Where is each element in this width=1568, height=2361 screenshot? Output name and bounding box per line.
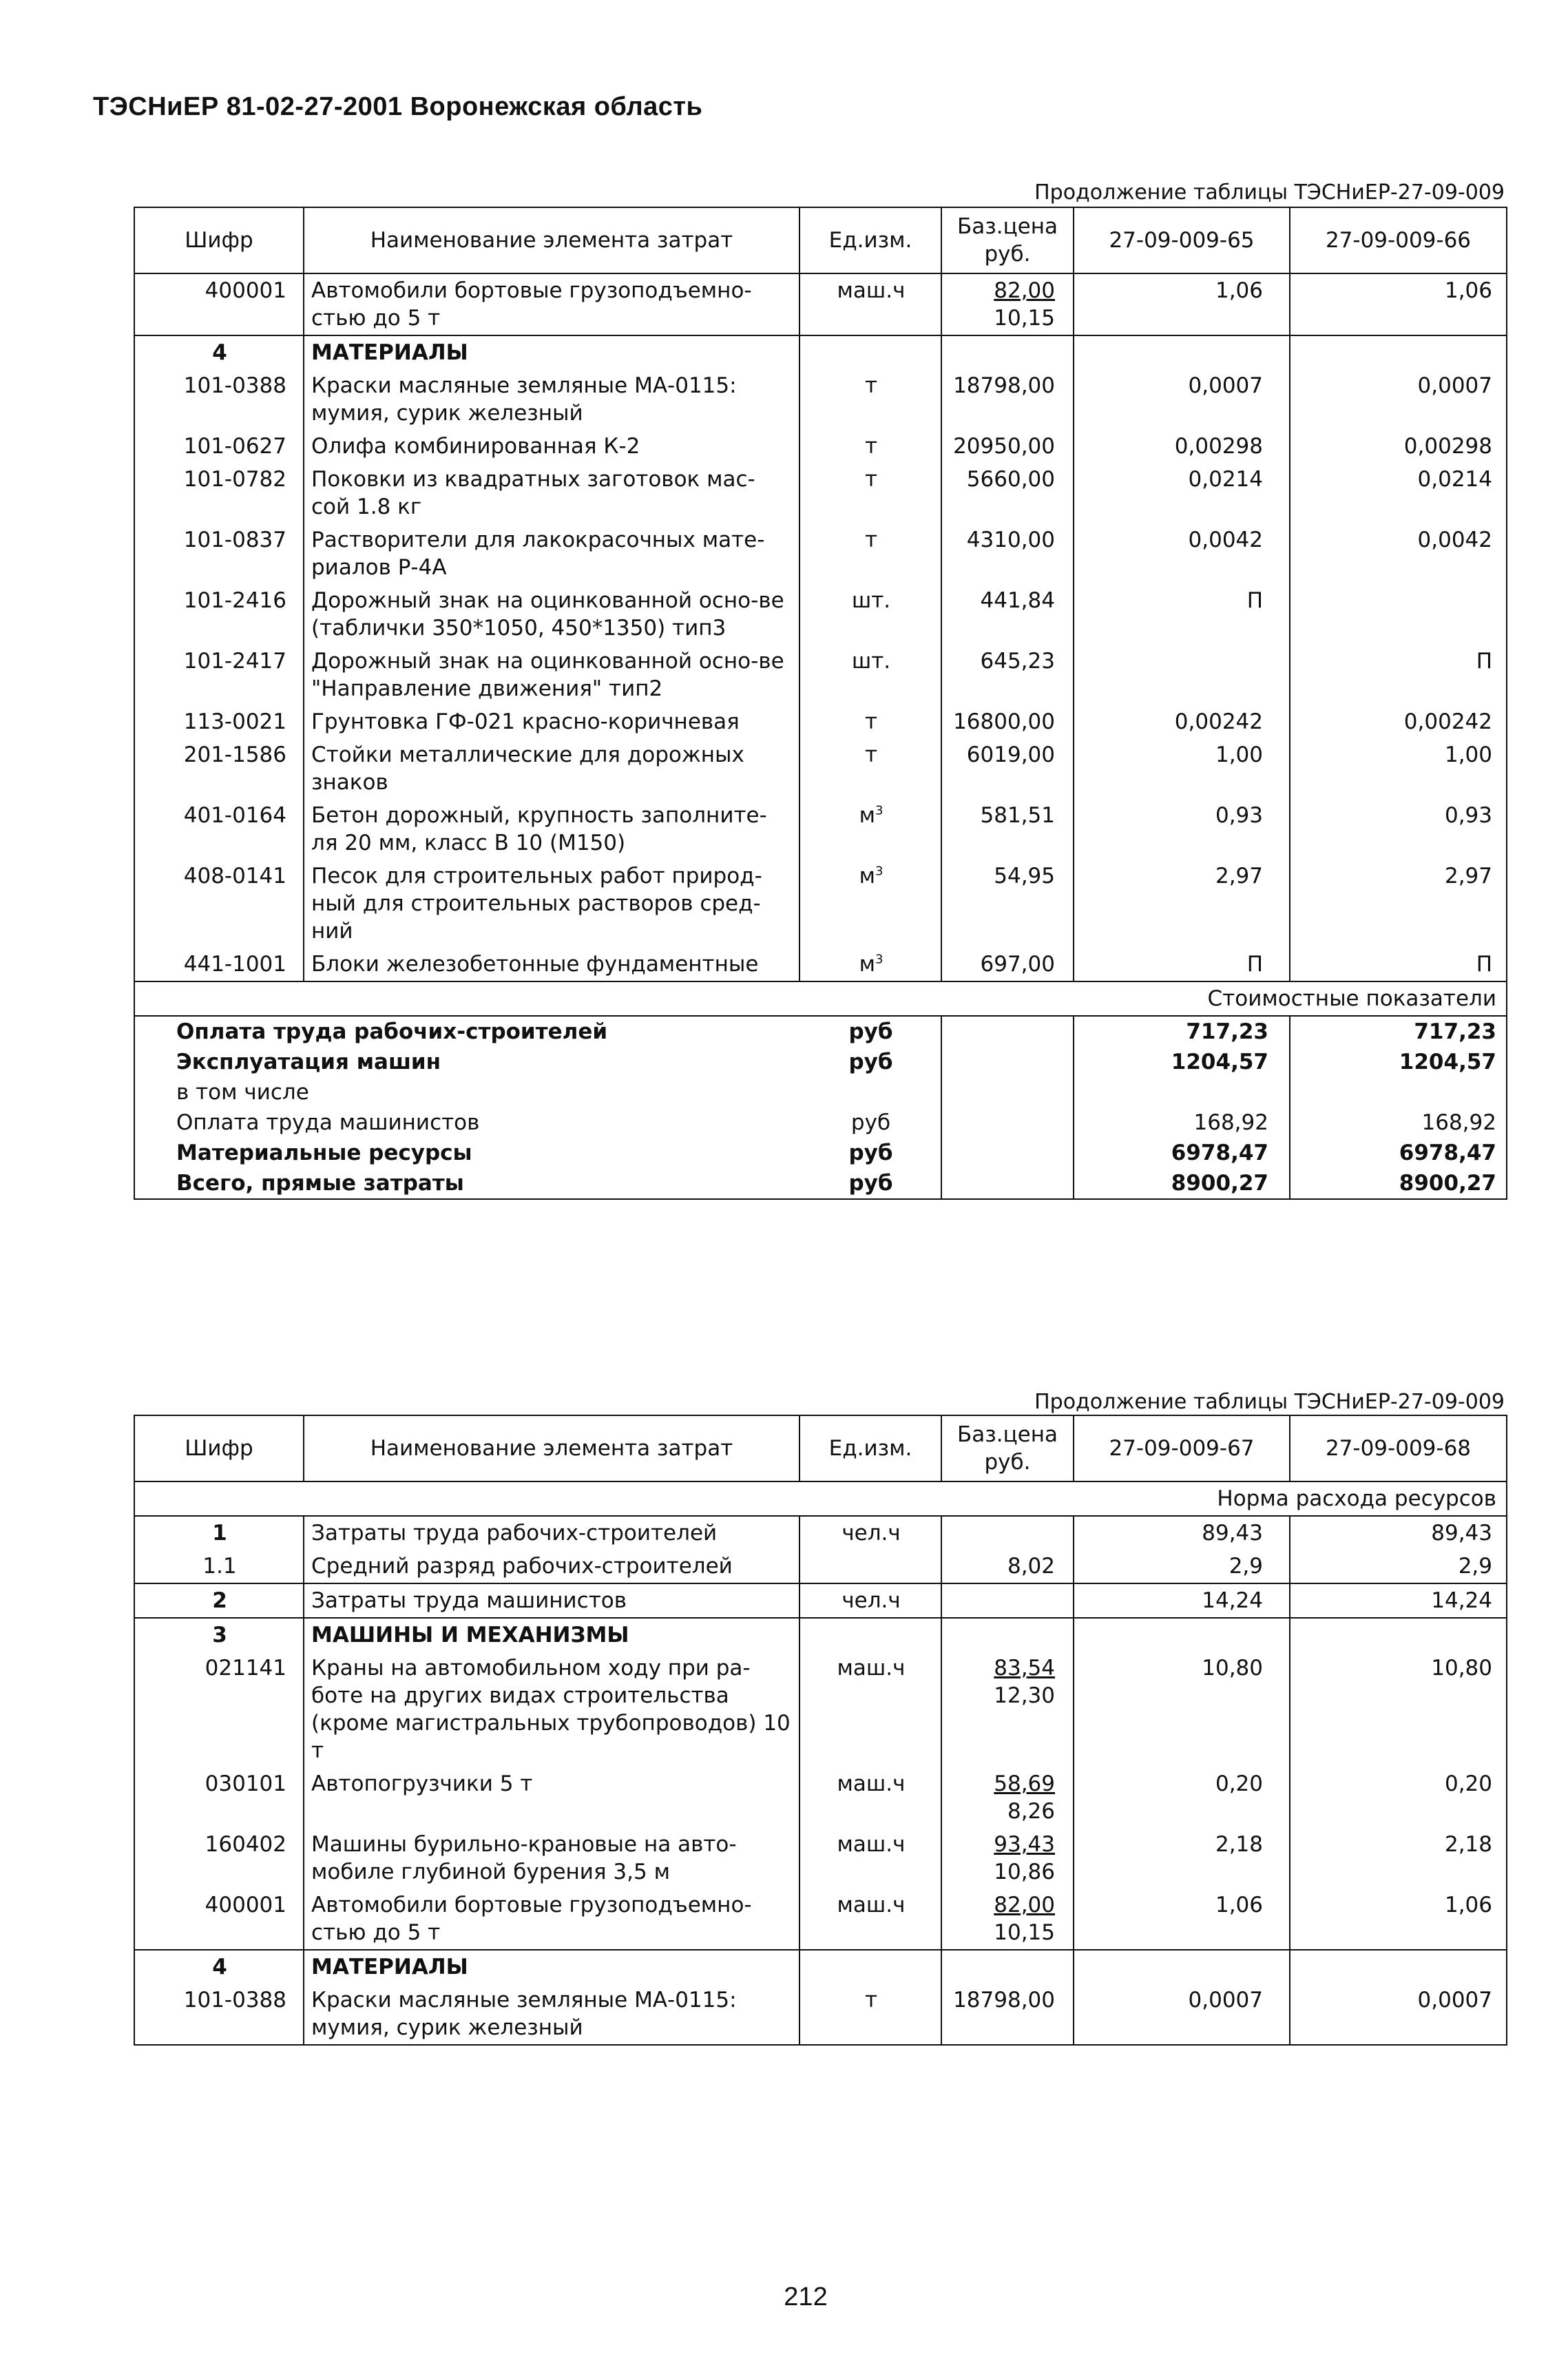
row-price: [941, 1767, 1074, 1828]
column-header-code: Шифр: [134, 207, 304, 273]
row-name: Стойки металлические для дорожных знаков: [304, 738, 799, 799]
row-base-price: 82,00: [994, 1893, 1055, 1917]
empty-cell: [941, 1138, 1074, 1168]
column-header-price: Баз.цена руб.: [941, 207, 1074, 273]
totals-unit: [799, 1077, 941, 1107]
row-unit-text: т: [864, 467, 878, 492]
column-header-code: Шифр: [134, 1415, 304, 1481]
row-name: Краны на автомобильном ходу при ра-боте на других видах строительства (кроме магистральных трубопроводов) 10 т: [304, 1652, 799, 1767]
row-unit: [799, 430, 941, 463]
row-operator-wage: 10,86: [994, 1860, 1055, 1884]
row-value-2: П: [1290, 948, 1507, 981]
row-code: 441-1001: [134, 948, 304, 981]
totals-label: Оплата труда машинистов: [134, 1107, 799, 1138]
row-name: Дорожный знак на оцинкованной осно-ве "Направление движения" тип2: [304, 645, 799, 705]
band-label: Норма расхода ресурсов: [134, 1481, 1507, 1516]
totals-value-1: [1074, 1077, 1290, 1107]
row-name: Бетон дорожный, крупность заполните-ля 20 мм, класс В 10 (М150): [304, 799, 799, 860]
page-number: 212: [784, 2282, 828, 2311]
table-row: [134, 799, 1507, 860]
empty-cell: [1074, 1950, 1290, 1984]
section-title: МАТЕРИАЛЫ: [304, 1950, 799, 1984]
row-code: 101-0837: [134, 523, 304, 584]
empty-cell: [799, 1950, 941, 1984]
row-value-2: 0,00242: [1290, 705, 1507, 738]
totals-unit: руб: [848, 1050, 893, 1074]
row-code: 113-0021: [134, 705, 304, 738]
table-row: [134, 1984, 1507, 2045]
row-unit: [799, 523, 941, 584]
table-row: [134, 430, 1507, 463]
row-value-2: 0,20: [1290, 1767, 1507, 1828]
row-operator-wage: 10,15: [994, 1920, 1055, 1945]
totals-row: [134, 1168, 1507, 1199]
totals-unit: руб: [848, 1141, 893, 1165]
row-code: 030101: [134, 1767, 304, 1828]
row-code: 101-0627: [134, 430, 304, 463]
row-value-1: 1,06: [1074, 273, 1290, 335]
row-value-1: 0,0214: [1074, 463, 1290, 523]
empty-cell: [1074, 335, 1290, 369]
row-value-2: 10,80: [1290, 1652, 1507, 1767]
resource-table-1: [134, 207, 1507, 1200]
table-row: [134, 1583, 1507, 1618]
table-caption: Продолжение таблицы ТЭСНиЕР-27-09-009: [1034, 1390, 1505, 1414]
row-code: 101-0782: [134, 463, 304, 523]
totals-label: Эксплуатация машин: [134, 1047, 799, 1077]
row-unit: [799, 369, 941, 430]
row-price: 16800,00: [941, 705, 1074, 738]
section-code: 4: [134, 335, 304, 369]
section-title: МАТЕРИАЛЫ: [304, 335, 799, 369]
empty-cell: [941, 1107, 1074, 1138]
row-unit-text: т: [864, 1988, 878, 2012]
row-price: 5660,00: [941, 463, 1074, 523]
row-unit-text: м: [859, 952, 875, 977]
row-price: [941, 1652, 1074, 1767]
row-unit: [799, 860, 941, 948]
row-name: Грунтовка ГФ-021 красно-коричневая: [304, 705, 799, 738]
row-value-1: [1074, 645, 1290, 705]
row-value-2: 14,24: [1290, 1583, 1507, 1618]
row-code: 2: [134, 1583, 304, 1618]
row-base-price: 93,43: [994, 1832, 1055, 1857]
column-header-variant-1: 27-09-009-67: [1074, 1415, 1290, 1481]
row-unit-text: шт.: [851, 588, 891, 613]
row-unit-text: т: [864, 709, 878, 734]
row-code: 408-0141: [134, 860, 304, 948]
row-unit: маш.ч: [799, 1828, 941, 1889]
row-value-1: 0,00242: [1074, 705, 1290, 738]
row-value-1: 1,00: [1074, 738, 1290, 799]
row-value-1: 0,00298: [1074, 430, 1290, 463]
column-header-price: Баз.цена руб.: [941, 1415, 1074, 1481]
band-row: [134, 981, 1507, 1016]
row-value-2: 2,18: [1290, 1828, 1507, 1889]
row-value-1: 2,18: [1074, 1828, 1290, 1889]
row-code: 201-1586: [134, 738, 304, 799]
empty-cell: [1290, 335, 1507, 369]
section-code: 3: [134, 1618, 304, 1652]
table-caption: Продолжение таблицы ТЭСНиЕР-27-09-009: [1034, 180, 1505, 205]
row-unit: чел.ч: [799, 1583, 941, 1618]
row-name: Автомобили бортовые грузоподъемно-стью до 5 т: [304, 273, 799, 335]
empty-cell: [941, 1168, 1074, 1199]
table-row: [134, 369, 1507, 430]
table-row: [134, 1652, 1507, 1767]
totals-label: Оплата труда рабочих-строителей: [134, 1016, 799, 1047]
row-unit: [799, 1550, 941, 1583]
row-value-1: 2,9: [1074, 1550, 1290, 1583]
row-value-1: 0,0007: [1074, 369, 1290, 430]
empty-cell: [941, 1047, 1074, 1077]
table-row: [134, 705, 1507, 738]
row-price: 18798,00: [941, 369, 1074, 430]
row-name: Средний разряд рабочих-строителей: [304, 1550, 799, 1583]
empty-cell: [941, 1016, 1074, 1047]
row-code: 400001: [134, 1889, 304, 1950]
row-code: 1: [134, 1516, 304, 1550]
table-row: [134, 1828, 1507, 1889]
section-row: [134, 1950, 1507, 1984]
table-row: [134, 273, 1507, 335]
row-name: Дорожный знак на оцинкованной осно-ве (таблички 350*1050, 450*1350) тип3: [304, 584, 799, 645]
row-unit: [799, 1984, 941, 2045]
row-code: 101-2417: [134, 645, 304, 705]
row-base-price: 82,00: [994, 278, 1055, 303]
row-name: Затраты труда машинистов: [304, 1583, 799, 1618]
row-code: 1.1: [134, 1550, 304, 1583]
empty-cell: [941, 1077, 1074, 1107]
row-price: [941, 273, 1074, 335]
section-row: [134, 335, 1507, 369]
row-price: 18798,00: [941, 1984, 1074, 2045]
row-unit-text: т: [864, 528, 878, 552]
empty-cell: [941, 1950, 1074, 1984]
row-name: Краски масляные земляные МА-0115: мумия, сурик железный: [304, 1984, 799, 2045]
row-unit: [799, 584, 941, 645]
totals-value-2: [1290, 1077, 1507, 1107]
band-row: [134, 1481, 1507, 1516]
totals-value-2: 168,92: [1290, 1107, 1507, 1138]
row-unit: [799, 799, 941, 860]
row-unit-text: м: [859, 803, 875, 828]
row-value-1: 14,24: [1074, 1583, 1290, 1618]
table-row: [134, 738, 1507, 799]
table-header-row: [134, 207, 1507, 273]
totals-value-1: 8900,27: [1074, 1168, 1290, 1199]
row-name: Песок для строительных работ природ-ный для строительных растворов сред-ний: [304, 860, 799, 948]
empty-cell: [799, 335, 941, 369]
row-unit: [799, 948, 941, 981]
row-name: Растворители для лакокрасочных мате-риалов Р-4А: [304, 523, 799, 584]
table-row: [134, 1889, 1507, 1950]
row-name: Блоки железобетонные фундаментные: [304, 948, 799, 981]
row-code: 401-0164: [134, 799, 304, 860]
row-value-2: [1290, 584, 1507, 645]
row-value-2: 0,0007: [1290, 1984, 1507, 2045]
row-value-2: 0,93: [1290, 799, 1507, 860]
empty-cell: [941, 1618, 1074, 1652]
row-unit: маш.ч: [799, 1652, 941, 1767]
totals-unit: руб: [799, 1168, 941, 1199]
row-value-1: 0,93: [1074, 799, 1290, 860]
row-value-2: 0,0007: [1290, 369, 1507, 430]
row-operator-wage: 10,15: [994, 306, 1055, 331]
totals-value-1: 717,23: [1074, 1016, 1290, 1047]
row-value-1: П: [1074, 948, 1290, 981]
column-header-variant-1: 27-09-009-65: [1074, 207, 1290, 273]
row-unit: [799, 705, 941, 738]
row-value-2: 0,00298: [1290, 430, 1507, 463]
row-unit: [799, 738, 941, 799]
band-label: Стоимостные показатели: [134, 981, 1507, 1016]
row-unit: маш.ч: [799, 1889, 941, 1950]
totals-label: в том числе: [134, 1077, 799, 1107]
column-header-variant-2: 27-09-009-66: [1290, 207, 1507, 273]
row-value-1: 2,97: [1074, 860, 1290, 948]
totals-label: Материальные ресурсы: [134, 1138, 799, 1168]
table-row: [134, 463, 1507, 523]
row-value-1: 0,20: [1074, 1767, 1290, 1828]
row-operator-wage: 12,30: [994, 1683, 1055, 1708]
resource-table-2: [134, 1415, 1507, 2046]
row-unit: маш.ч: [799, 273, 941, 335]
row-unit-exponent: 3: [875, 952, 884, 967]
section-title: МАШИНЫ И МЕХАНИЗМЫ: [304, 1618, 799, 1652]
row-base-price: 58,69: [994, 1771, 1055, 1796]
empty-cell: [1074, 1618, 1290, 1652]
row-price: 581,51: [941, 799, 1074, 860]
totals-value-1: 1204,57: [1074, 1047, 1290, 1077]
totals-unit: руб: [848, 1019, 893, 1044]
row-name: Затраты труда рабочих-строителей: [304, 1516, 799, 1550]
row-base-price: 83,54: [994, 1656, 1055, 1681]
table-row: [134, 860, 1507, 948]
row-name: Автомобили бортовые грузоподъемно-стью до 5 т: [304, 1889, 799, 1950]
row-price: 697,00: [941, 948, 1074, 981]
row-value-1: 10,80: [1074, 1652, 1290, 1767]
row-price: 20950,00: [941, 430, 1074, 463]
section-row: [134, 1618, 1507, 1652]
row-value-1: П: [1074, 584, 1290, 645]
row-value-2: П: [1290, 645, 1507, 705]
empty-cell: [941, 335, 1074, 369]
row-value-2: 0,0042: [1290, 523, 1507, 584]
row-price: [941, 1889, 1074, 1950]
empty-cell: [799, 1618, 941, 1652]
row-unit: [799, 645, 941, 705]
totals-row: [134, 1047, 1507, 1077]
column-header-name: Наименование элемента затрат: [304, 207, 799, 273]
totals-value-1: 168,92: [1074, 1107, 1290, 1138]
row-unit-text: т: [864, 434, 878, 459]
row-unit-text: м: [859, 864, 875, 888]
column-header-unit: Ед.изм.: [799, 207, 941, 273]
totals-row: [134, 1107, 1507, 1138]
row-name: Краски масляные земляные МА-0115: мумия, сурик железный: [304, 369, 799, 430]
document-header: ТЭСНиЕР 81-02-27-2001 Воронежская область: [93, 92, 703, 121]
row-price: 54,95: [941, 860, 1074, 948]
totals-value-2: 1204,57: [1290, 1047, 1507, 1077]
row-code: 101-0388: [134, 369, 304, 430]
row-price: [941, 1583, 1074, 1618]
totals-value-2: 6978,47: [1290, 1138, 1507, 1168]
row-operator-wage: 8,26: [1007, 1799, 1055, 1824]
row-value-1: 0,0042: [1074, 523, 1290, 584]
row-code: 021141: [134, 1652, 304, 1767]
totals-value-2: 8900,27: [1290, 1168, 1507, 1199]
row-price: 6019,00: [941, 738, 1074, 799]
row-price: [941, 1828, 1074, 1889]
row-price: 8,02: [941, 1550, 1074, 1583]
totals-value-1: 6978,47: [1074, 1138, 1290, 1168]
row-code: 101-0388: [134, 1984, 304, 2045]
row-code: 101-2416: [134, 584, 304, 645]
table-row: [134, 948, 1507, 981]
table-row: [134, 645, 1507, 705]
row-price: 4310,00: [941, 523, 1074, 584]
row-value-2: 1,06: [1290, 1889, 1507, 1950]
column-header-name: Наименование элемента затрат: [304, 1415, 799, 1481]
row-value-1: 1,06: [1074, 1889, 1290, 1950]
row-code: 160402: [134, 1828, 304, 1889]
row-value-2: 89,43: [1290, 1516, 1507, 1550]
totals-label: Всего, прямые затраты: [134, 1168, 799, 1199]
row-unit: маш.ч: [799, 1767, 941, 1828]
row-unit-text: т: [864, 742, 878, 767]
row-name: Поковки из квадратных заготовок мас-сой 1.8 кг: [304, 463, 799, 523]
row-price: 645,23: [941, 645, 1074, 705]
table-header-row: [134, 1415, 1507, 1481]
row-name: Машины бурильно-крановые на авто-мобиле глубиной бурения 3,5 м: [304, 1828, 799, 1889]
table-row: [134, 1516, 1507, 1550]
row-unit-exponent: 3: [875, 864, 884, 879]
row-unit: чел.ч: [799, 1516, 941, 1550]
row-value-1: 0,0007: [1074, 1984, 1290, 2045]
row-name: Автопогрузчики 5 т: [304, 1767, 799, 1828]
column-header-unit: Ед.изм.: [799, 1415, 941, 1481]
row-name: Олифа комбинированная К-2: [304, 430, 799, 463]
totals-row: [134, 1077, 1507, 1107]
column-header-variant-2: 27-09-009-68: [1290, 1415, 1507, 1481]
row-value-2: 0,0214: [1290, 463, 1507, 523]
table-row: [134, 1550, 1507, 1583]
empty-cell: [1290, 1618, 1507, 1652]
table-row: [134, 584, 1507, 645]
totals-row: [134, 1138, 1507, 1168]
row-value-2: 1,00: [1290, 738, 1507, 799]
row-unit-exponent: 3: [875, 803, 884, 818]
section-code: 4: [134, 1950, 304, 1984]
totals-value-2: 717,23: [1290, 1016, 1507, 1047]
table-row: [134, 523, 1507, 584]
row-price: 441,84: [941, 584, 1074, 645]
empty-cell: [1290, 1950, 1507, 1984]
row-code: 400001: [134, 273, 304, 335]
row-unit: [799, 463, 941, 523]
row-value-2: 2,9: [1290, 1550, 1507, 1583]
row-value-2: 1,06: [1290, 273, 1507, 335]
row-value-2: 2,97: [1290, 860, 1507, 948]
row-value-1: 89,43: [1074, 1516, 1290, 1550]
totals-row: [134, 1016, 1507, 1047]
totals-unit: руб: [850, 1110, 891, 1135]
row-price: [941, 1516, 1074, 1550]
row-unit-text: шт.: [851, 649, 891, 674]
row-unit-text: т: [864, 373, 878, 398]
table-row: [134, 1767, 1507, 1828]
